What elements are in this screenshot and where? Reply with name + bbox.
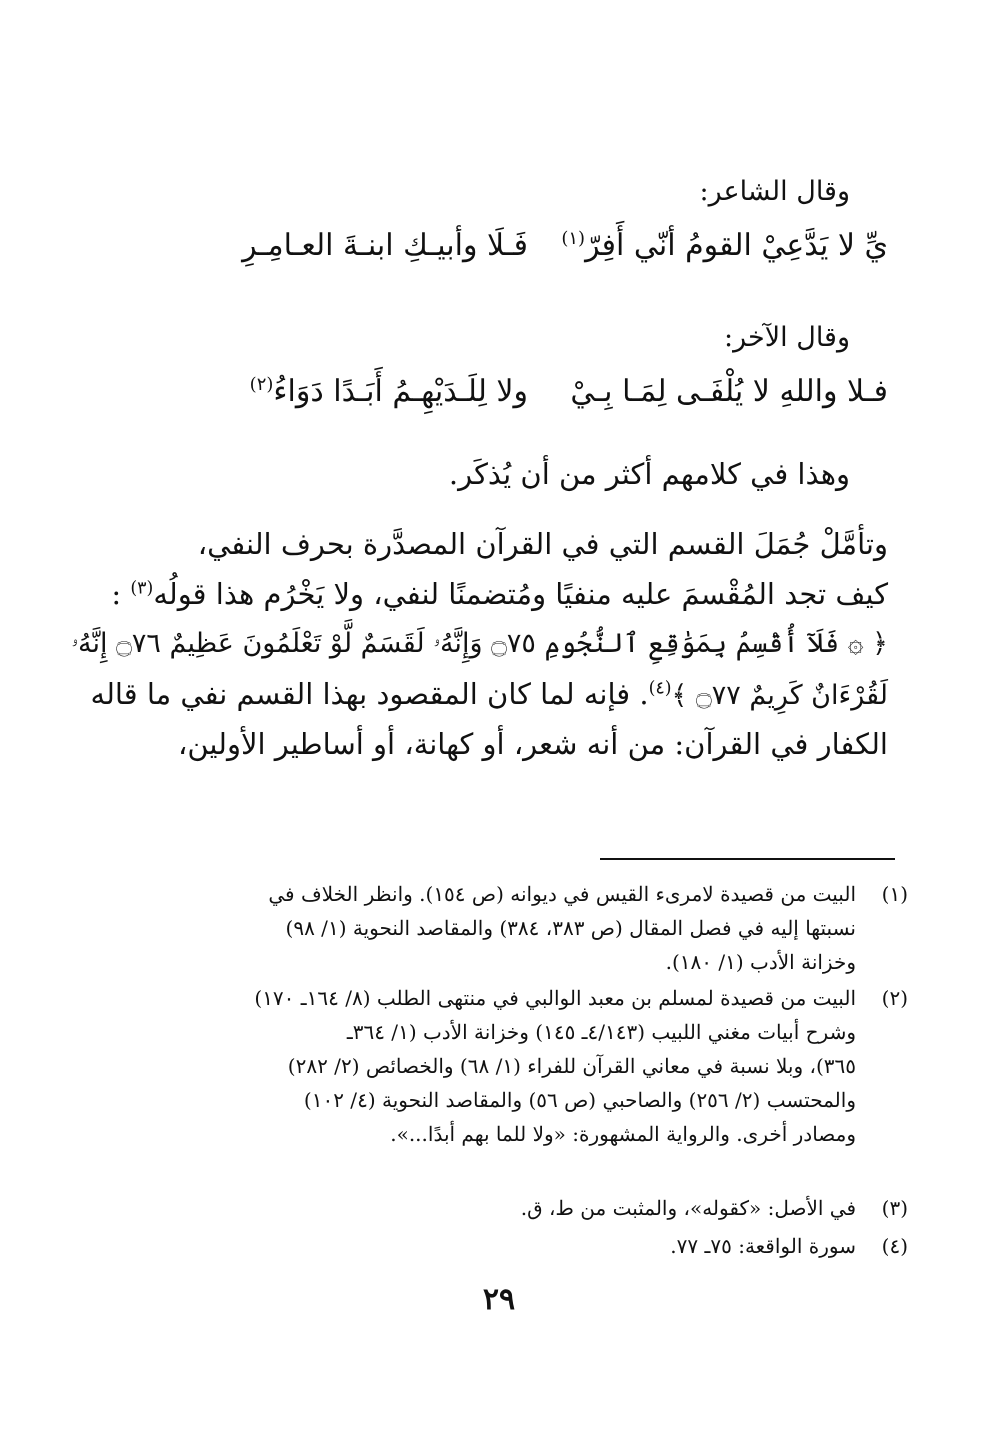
verse-2-second-hemistich: ولا لِلَـدَيْهِـمُ أَبَـدًا دَوَاءُ$^{(٢)}$ — [249, 374, 528, 409]
paragraph-note-4: (٤) — [648, 678, 672, 699]
paragraph-line-2: كيف تجد المُقْسمَ عليه منفيًا ومُتضمنًا لنفي، ولا يَخْرُم هذا قولُه$^{(٣)}$ : — [111, 577, 888, 611]
footnote-2-line-2: وشرح أبيات مغني اللبيب (٤/١٤٣ـ ١٤٥) وخزانة الأدب (١/ ٣٦٤ـ — [346, 1020, 856, 1044]
footnote-1-line-1: البيت من قصيدة لامرىء القيس في ديوانه (ص ١٥٤). وانظر الخلاف في — [268, 882, 856, 906]
footnote-1 — [128, 884, 908, 984]
paragraph-note-3: (٣) — [130, 578, 154, 599]
footnote-separator — [600, 858, 895, 860]
page-number: ٢٩ — [482, 1282, 516, 1317]
footnote-1-number: (١) — [881, 882, 908, 906]
footnote-4-number: (٤) — [881, 1234, 908, 1258]
footnote-2 — [128, 988, 908, 1158]
poem-intro-2: وقال الآخر: — [724, 322, 850, 353]
footnote-1-line-2: نسبتها إليه في فصل المقال (ص ٣٨٣، ٣٨٤) والمقاصد النحوية (١/ ٩٨) — [285, 916, 856, 940]
verse-1 — [0, 228, 998, 274]
verse-1-first-hemistich: فَـلَا وأبيـكِ ابنـةَ العـامِـرِ — [242, 228, 528, 263]
footnote-2-number: (٢) — [881, 986, 908, 1010]
footnote-2-line-1: البيت من قصيدة لمسلم بن معبد الوالبي في منتهى الطلب (٨/ ١٦٤ـ ١٧٠) — [254, 986, 856, 1010]
verse-2-first-hemistich: فـلا واللهِ لا يُلْفَـى لِمَـا بِـيْ — [570, 374, 888, 409]
footnote-2-line-4: والمحتسب (٢/ ٢٥٦) والصاحبي (ص ٥٦) والمقاصد النحوية (٤/ ١٠٢) — [303, 1088, 856, 1112]
quran-verse-line-1: ﴿ ۞ فَلَآ أُقْسِمُ بِمَوَٰقِعِ ٱلنُّجُومِ ۝٧٥ وَإِنَّهُۥ لَقَسَمٌ لَّوْ تَعْلَمُونَ عَظِيمٌ ۝٧٦ إِنَّهُۥ — [71, 628, 888, 659]
quran-verse-line-2: لَقُرْءَانٌ كَرِيمٌ ۝٧٧ ﴾ — [671, 680, 888, 711]
footnote-3 — [128, 1198, 908, 1228]
paragraph-line-1: وتأمَّلْ جُمَلَ القسم التي في القرآن المصدَّرة بحرف النفي، — [197, 527, 888, 561]
footnote-1-line-3: وخزانة الأدب (١/ ١٨٠). — [665, 950, 856, 974]
footnote-4-line-1: سورة الواقعة: ٧٥ـ ٧٧. — [670, 1234, 856, 1258]
line-after-verses: وهذا في كلامهم أكثر من أن يُذكَر. — [448, 457, 850, 491]
paragraph-line-5: الكفار في القرآن: من أنه شعر، أو كهانة، أو أساطير الأولين، — [177, 727, 888, 761]
footnote-2-line-3: ٣٦٥)، وبلا نسبة في معاني القرآن للفراء (١/ ٦٨) والخصائص (٢/ ٢٨٢) — [287, 1054, 856, 1078]
verse-1-note: (١) — [561, 228, 586, 249]
footnote-4 — [128, 1236, 908, 1266]
paragraph-line-4: لَقُرْءَانٌ كَرِيمٌ ۝٧٧ ﴾$^{(٤)}$. فإنه لما كان المقصود بهذا القسم نفي ما قاله — [90, 677, 888, 711]
verse-1-second-hemistich: يِّ لا يَدَّعِيْ القومُ أنّي أَفِرّ$^{(١)}$ — [561, 228, 888, 263]
footnote-2-line-5: ومصادر أخرى. والرواية المشهورة: «ولا للما بهم أبدًا...». — [390, 1122, 856, 1146]
verse-2 — [0, 374, 998, 420]
poem-intro-1: وقال الشاعر: — [699, 176, 850, 207]
footnote-3-line-1: في الأصل: «كقوله»، والمثبت من ط، ق. — [520, 1196, 856, 1220]
verse-2-note: (٢) — [249, 374, 274, 395]
footnote-3-number: (٣) — [881, 1196, 908, 1220]
